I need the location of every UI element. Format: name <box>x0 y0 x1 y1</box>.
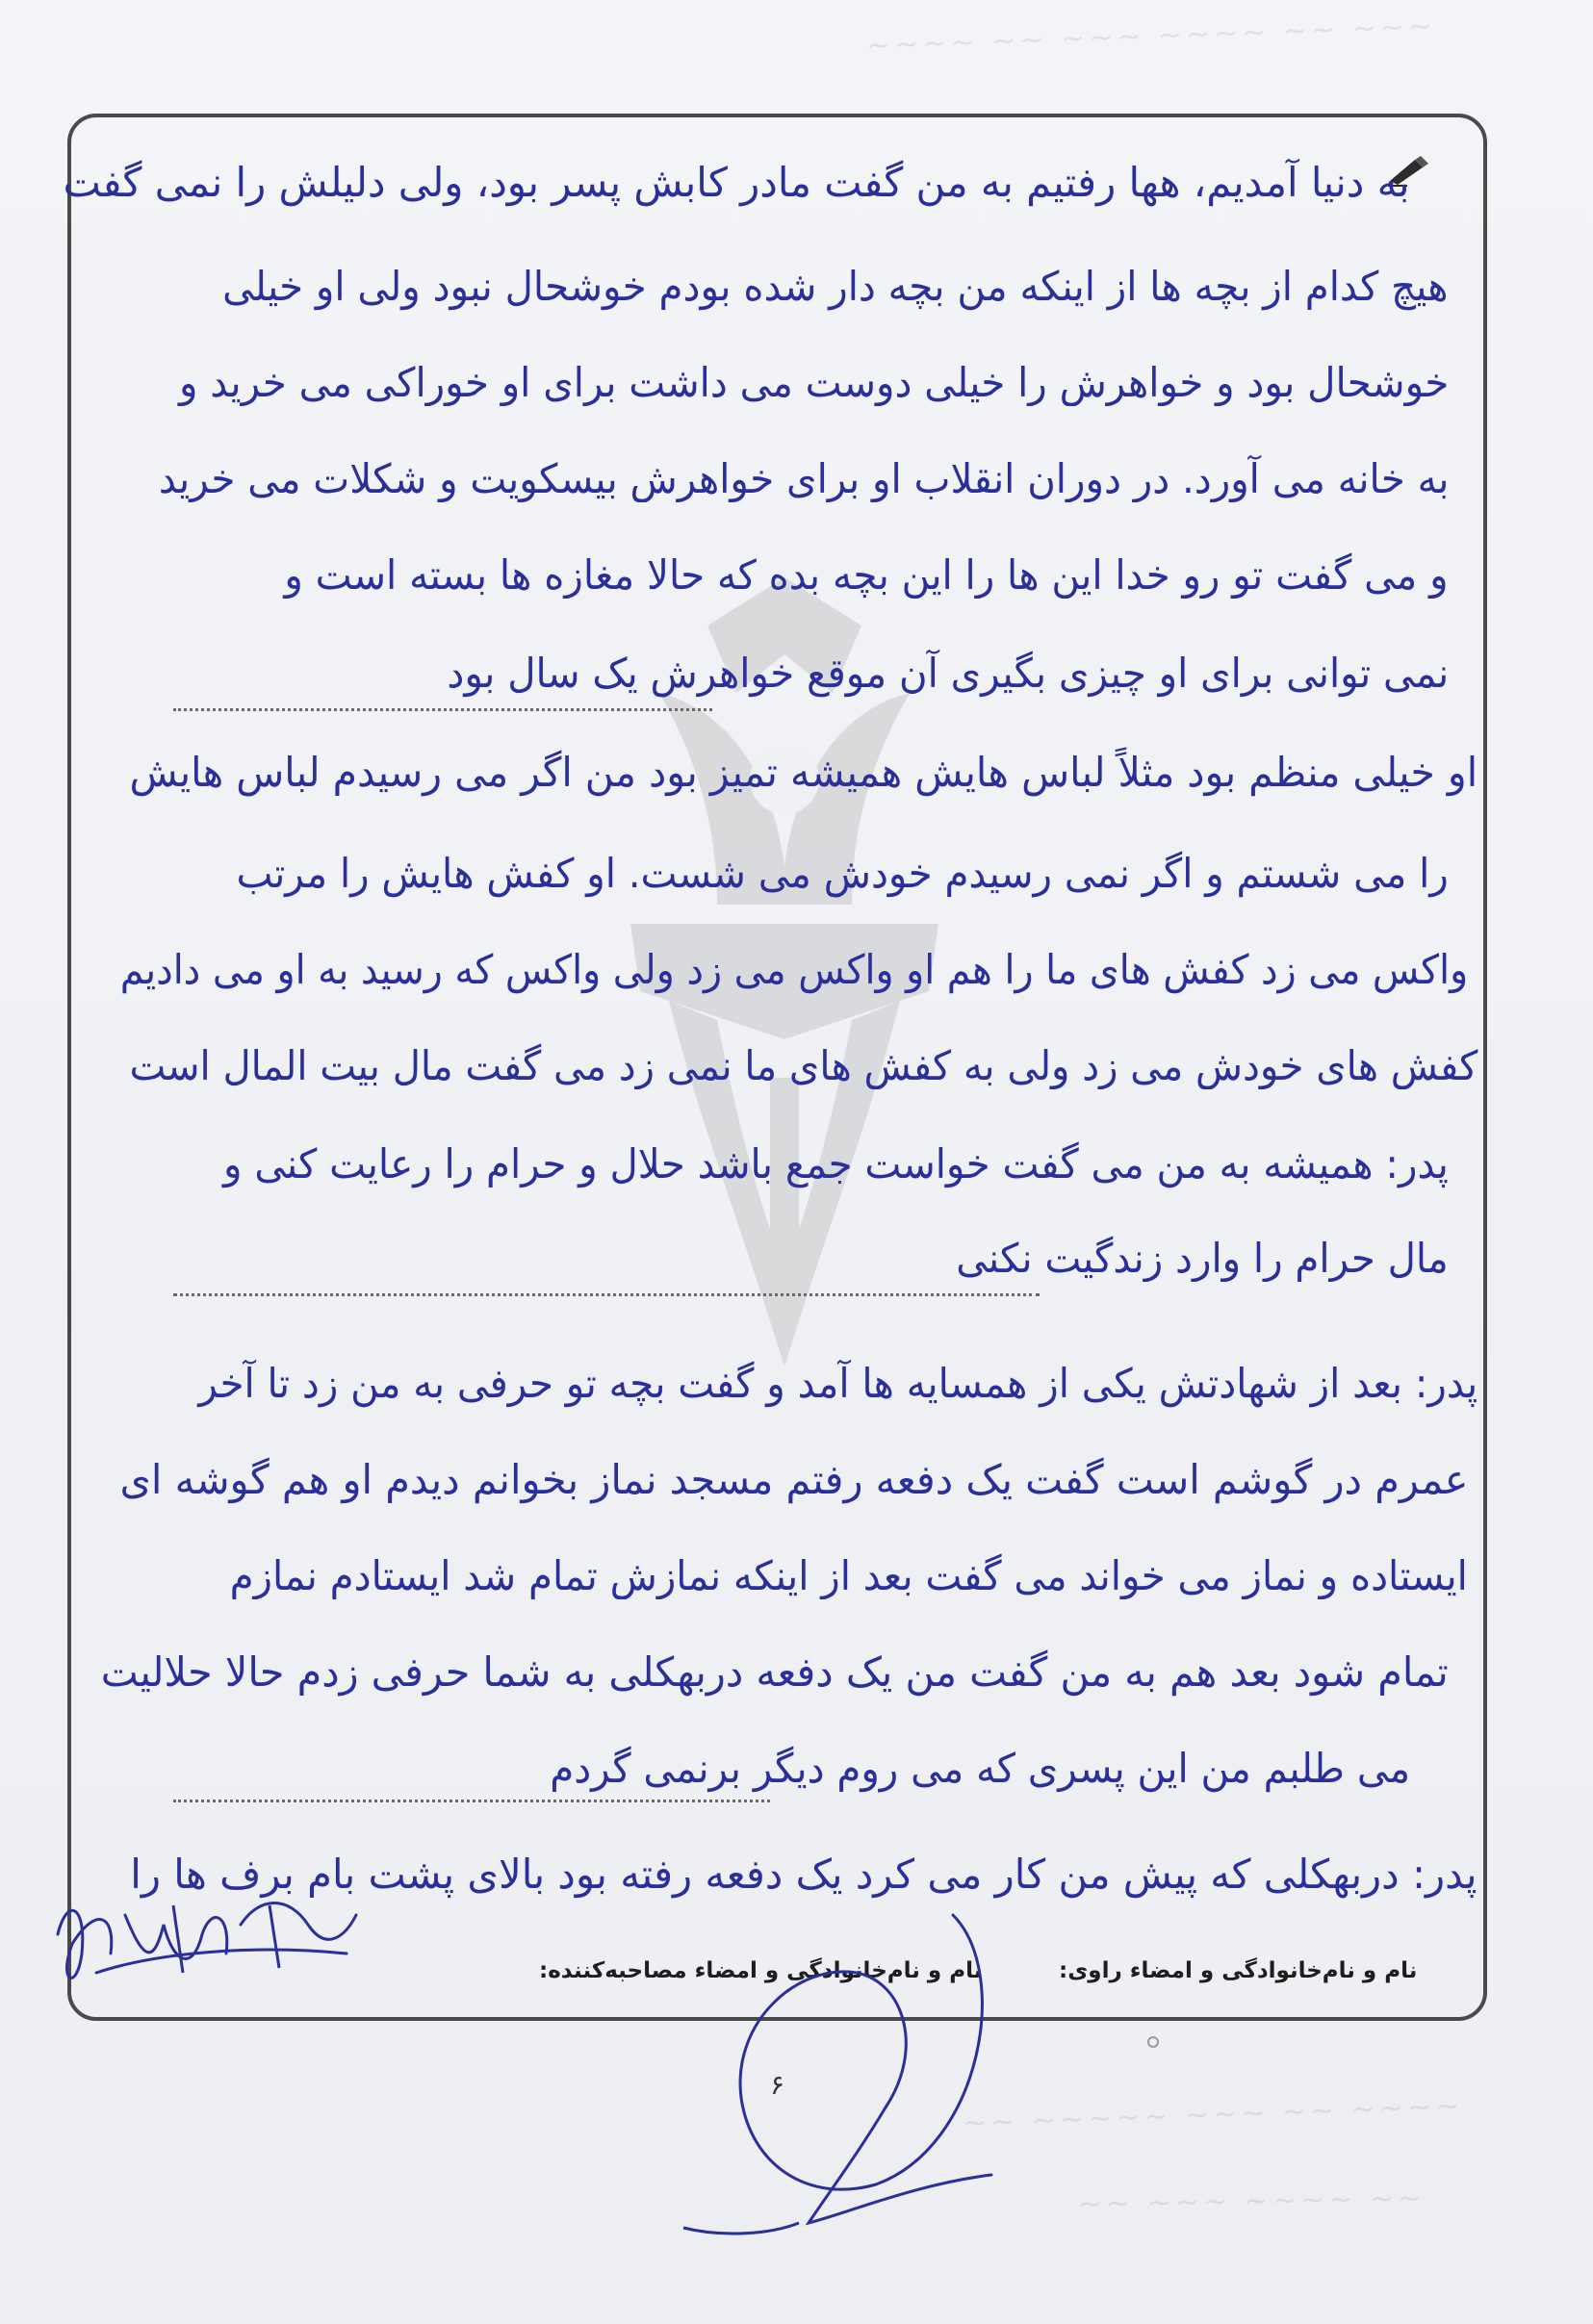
dotted-fill-line <box>173 708 712 711</box>
handwritten-line: عمرم در گوشم است گفت یک دفعه رفتم مسجد نماز بخوانم دیدم او هم گوشه ای <box>119 1456 1468 1503</box>
handwritten-line: تمام شود بعد هم به من گفت من یک دفعه دربهکلی به شما حرفی زدم حالا حلالیت <box>100 1648 1449 1696</box>
handwritten-line: می طلبم من این پسری که می روم دیگر برنمی گردم <box>550 1745 1410 1792</box>
handwritten-line: نمی توانی برای او چیزی بگیری آن موقع خواهرش یک سال بود <box>447 650 1449 697</box>
handwritten-line: ایستاده و نماز می خواند می گفت بعد از اینکه نمازش تمام شد ایستادم نمازم <box>229 1552 1468 1599</box>
handwritten-line: مال حرام را وارد زندگیت نکنی <box>956 1235 1449 1282</box>
dotted-fill-line <box>173 1800 770 1802</box>
handwritten-line: به خانه می آورد. در دوران انقلاب او برای خواهرش بیسکویت و شکلات می خرید <box>158 455 1449 502</box>
handwritten-line: پدر: بعد از شهادتش یکی از همسایه ها آمد و گفت بچه تو حرفی به من زد تا آخر <box>198 1360 1477 1407</box>
narrator-signature-label: نام و نام‌خانوادگی و امضاء راوی: <box>1059 1958 1418 1983</box>
handwritten-line: او خیلی منظم بود مثلاً لباس هایش همیشه تمیز بود من اگر می رسیدم لباس هایش <box>129 749 1477 796</box>
punch-mark <box>1147 2036 1159 2048</box>
handwritten-line: و می گفت تو رو خدا این ها را این بچه بده که حالا مغازه ها بسته است و <box>284 551 1449 599</box>
handwritten-line: هیچ کدام از بچه ها از اینکه من بچه دار شده بودم خوشحال نبود ولی او خیلی <box>222 263 1449 310</box>
handwritten-line: پدر: دربهکلی که پیش من کار می کرد یک دفعه رفته بود بالای پشت بام برف ها را <box>130 1851 1477 1898</box>
narrator-signature <box>39 1877 375 2011</box>
handwritten-text-area <box>63 114 1487 2021</box>
handwritten-line: پدر: همیشه به من می گفت خواست جمع باشد حلال و حرام را رعایت کنی و <box>223 1140 1449 1188</box>
interviewer-signature-label: نام و نام‌خانوادگی و امضاء مصاحبه‌کننده: <box>539 1958 983 1983</box>
handwritten-line: کفش های خودش می زد ولی به کفش های ما نمی زد می گفت مال بیت المال است <box>129 1042 1477 1089</box>
page-number: ۶ <box>770 2069 785 2101</box>
handwritten-line: خوشحال بود و خواهرش را خیلی دوست می داشت برای او خوراکی می خرید و <box>178 359 1449 406</box>
dotted-fill-line <box>173 1293 1040 1296</box>
handwritten-line: واکس می زد کفش های ما را هم او واکس می زد ولی واکس که رسید به او می دادیم <box>119 946 1468 993</box>
handwritten-line: به دنیا آمدیم، هها رفتیم به من گفت مادر کابش پسر بود، ولی دلیلش را نمی گفت <box>63 159 1410 206</box>
handwritten-line: را می شستم و اگر نمی رسیدم خودش می شست. او کفش هایش را مرتب <box>236 850 1449 897</box>
interviewer-signature <box>664 1857 1030 2261</box>
